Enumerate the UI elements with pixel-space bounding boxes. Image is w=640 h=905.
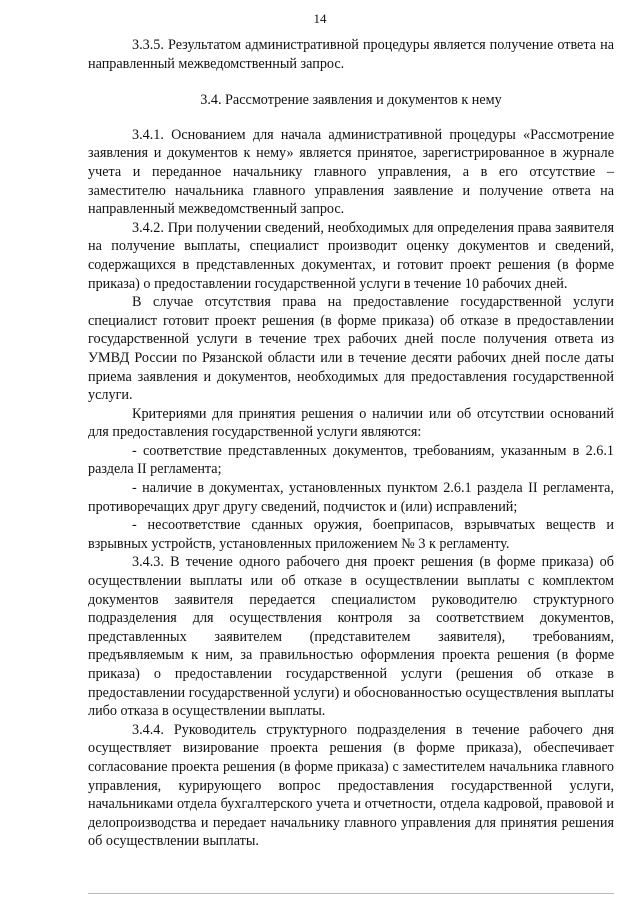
paragraph-3-4-2: 3.4.2. При получении сведений, необходимых для определения права заявителя на получение выплаты, специалист производит оценку документов и сведений, содержащихся в представленных документах, и готовит проект решения (в форме приказа) о предоставлении государственной услуги в течение 10 рабочих дней. — [88, 219, 614, 292]
list-item-criteria-1: - соответствие представленных документов, требованиям, указанным в 2.6.1 раздела II регламента; — [88, 442, 614, 478]
paragraph-3-4-3: 3.4.3. В течение одного рабочего дня проект решения (в форме приказа) об осуществлении выплаты или об отказе в осуществлении выплаты с комплектом документов заявителя передается специалистом руководителю структурного подразделения для осуществления контроля за соответствием документов, представленных заявителем (представителем заявителя), требованиям, предъявляемым к ним, за правильностью оформления проекта решения (в форме приказа) о предоставлении государственной услуги (решения об отказе в предоставлении государственной услуги) и обоснованностью осуществления выплаты либо отказа в осуществлении выплаты. — [88, 554, 614, 720]
document-body — [88, 36, 614, 851]
list-item-criteria-2: - наличие в документах, установленных пунктом 2.6.1 раздела II регламента, противоречащих друг другу сведений, подчисток и (или) исправлений; — [88, 480, 614, 515]
page-bottom-rule — [88, 893, 614, 894]
page-number: 14 — [313, 11, 327, 26]
list-item-criteria-3: - несоответствие сданных оружия, боеприпасов, взрывчатых веществ и взрывных устройств, установленных приложением № 3 к регламенту. — [88, 517, 614, 552]
section-heading-3-4: 3.4. Рассмотрение заявления и документов к нему — [200, 92, 502, 109]
paragraph-3-3-5: 3.3.5. Результатом административной процедуры является получение ответа на направленный межведомственный запрос. — [88, 37, 614, 72]
paragraph-3-4-4: 3.4.4. Руководитель структурного подразделения в течение рабочего дня осуществляет визирование проекта решения (в форме приказа), обеспечивает согласование проекта решения (в форме приказа) с заместителем начальника главного управления, курирующего вопрос предоставления государственной услуги, начальниками отдела бухгалтерского учета и отчетности, отдела кадровой, правовой и делопроизводства и передает начальнику главного управления для принятия решения об осуществлении выплаты. — [88, 721, 614, 850]
paragraph-3-4-1: 3.4.1. Основанием для начала административной процедуры «Рассмотрение заявления и документов к нему» является принятое, зарегистрированное в журнале учета и переданное начальнику главного управления, а в его отсутствие – заместителю начальника главного управления заявление и получение ответа на направленный межведомственный запрос. — [88, 126, 614, 218]
paragraph-criteria: Критериями для принятия решения о наличии или об отсутствии оснований для предоставления государственной услуги являются: — [88, 405, 614, 441]
paragraph-no-right: В случае отсутствия права на предоставление государственной услуги специалист готовит проект решения (в форме приказа) об отказе в предоставлении государственной услуги в течение трех рабочих дней после получения ответа из УМВД России по Рязанской области или в течение десяти рабочих дней после даты приема заявления и документов, необходимых для предоставления государственной услуги. — [88, 294, 614, 404]
